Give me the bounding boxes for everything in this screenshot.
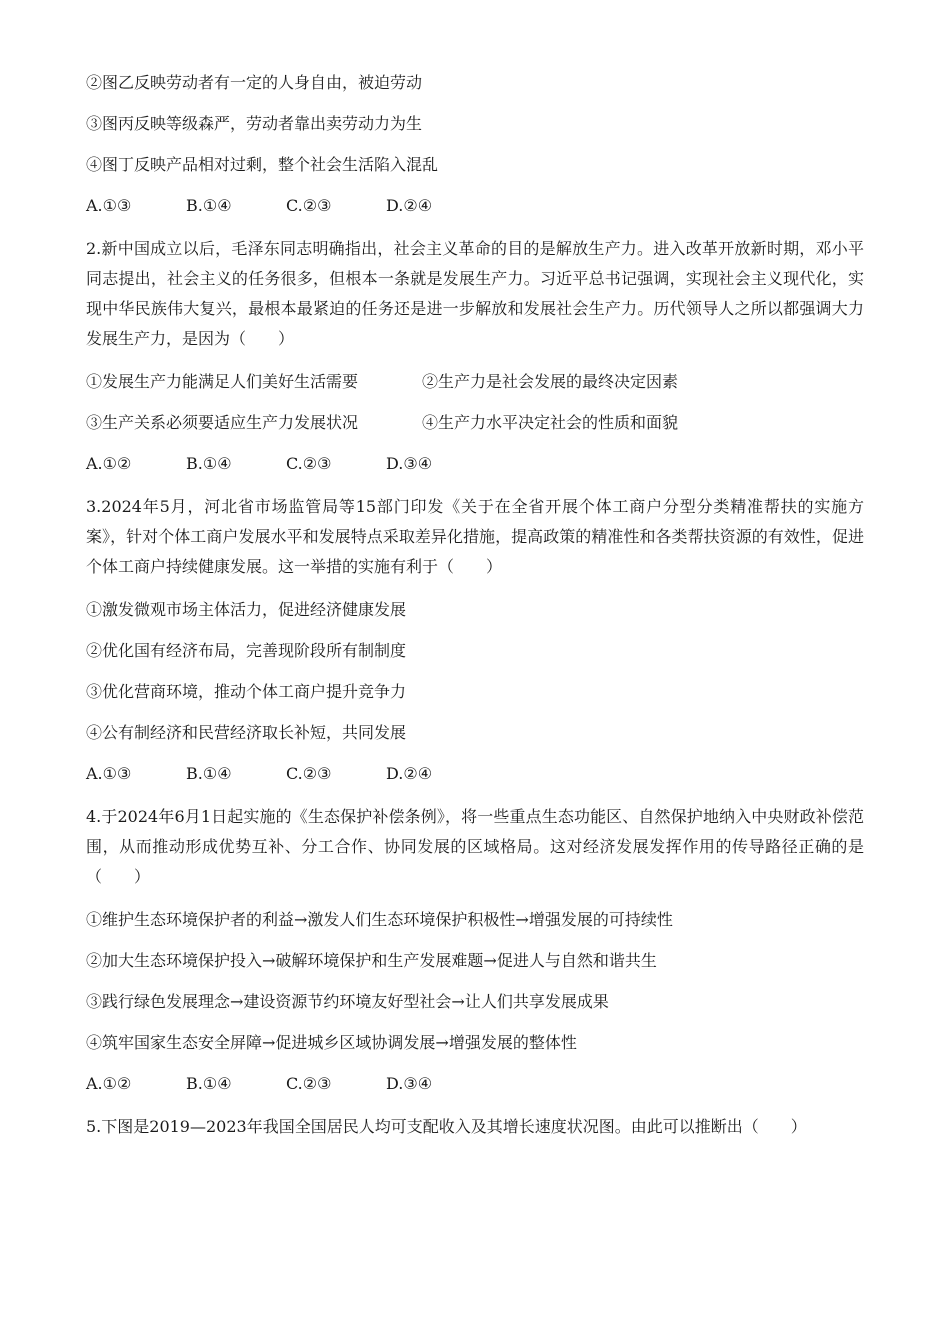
q3-option-b[interactable]: B.①④ [186,764,232,783]
q1-item-c: ③图丙反映等级森严，劳动者靠出卖劳动力为生 [86,114,423,133]
q2-item-2: ②生产力是社会发展的最终决定因素 [422,372,679,391]
q2-option-b[interactable]: B.①④ [186,454,232,473]
q1-item-b: ②图乙反映劳动者有一定的人身自由，被迫劳动 [86,73,423,92]
q4-option-d[interactable]: D.③④ [386,1074,433,1093]
q4-item-1: ①维护生态环境保护者的利益→激发人们生态环境保护积极性→增强发展的可持续性 [86,910,673,929]
q3-stem: 3.2024年5月，河北省市场监管局等15部门印发《关于在全省开展个体工商户分型分类精准帮扶的实施方案》，针对个体工商户发展水平和发展特点采取差异化措施，提高政策的精准性和各类帮扶资源的有效性，促进个体工商户持续健康发展。这一举措的实施有利于（ ） [86,497,864,576]
q4-option-b[interactable]: B.①④ [186,1074,232,1093]
exam-page [86,70,864,1157]
q4-item-2: ②加大生态环境保护投入→破解环境保护和生产发展难题→促进人与自然和谐共生 [86,951,657,970]
q4-options [86,1071,864,1097]
q2-option-a[interactable]: A.①② [86,454,132,473]
q4-item-4: ④筑牢国家生态安全屏障→促进城乡区域协调发展→增强发展的整体性 [86,1033,577,1052]
q2-items-row-2 [86,410,864,436]
q2-item-4: ④生产力水平决定社会的性质和面貌 [422,413,679,432]
q1-options [86,193,864,219]
q3-options [86,761,864,787]
q2-options [86,451,864,477]
q4-option-a[interactable]: A.①② [86,1074,132,1093]
q3-item-3: ③优化营商环境，推动个体工商户提升竞争力 [86,682,407,701]
q2-option-d[interactable]: D.③④ [386,454,433,473]
q3-item-2: ②优化国有经济布局，完善现阶段所有制制度 [86,641,407,660]
q3-option-d[interactable]: D.②④ [386,764,433,783]
q2-item-3: ③生产关系必须要适应生产力发展状况 [86,413,359,432]
q5-stem: 5.下图是2019—2023年我国全国居民人均可支配收入及其增长速度状况图。由此可以推断出（ ） [86,1117,807,1136]
q4-item-3: ③践行绿色发展理念→建设资源节约环境友好型社会→让人们共享发展成果 [86,992,609,1011]
q1-option-b[interactable]: B.①④ [186,196,232,215]
q4-option-c[interactable]: C.②③ [286,1074,332,1093]
q2-items-row-1 [86,369,864,395]
q1-item-d: ④图丁反映产品相对过剩，整个社会生活陷入混乱 [86,155,439,174]
q4-stem: 4.于2024年6月1日起实施的《生态保护补偿条例》，将一些重点生态功能区、自然保护地纳入中央财政补偿范围，从而推动形成优势互补、分工合作、协同发展的区域格局。这对经济发展发挥作用的传导路径正确的是（ ） [86,807,864,886]
q2-item-1: ①发展生产力能满足人们美好生活需要 [86,372,359,391]
q2-stem: 2.新中国成立以后，毛泽东同志明确指出，社会主义革命的目的是解放生产力。进入改革开放新时期，邓小平同志提出，社会主义的任务很多，但根本一条就是发展生产力。习近平总书记强调，实现社会主义现代化，实现中华民族伟大复兴，最根本最紧迫的任务还是进一步解放和发展社会生产力。历代领导人之所以都强调大力发展生产力，是因为（ ） [86,239,864,348]
q1-option-d[interactable]: D.②④ [386,196,433,215]
q1-items [86,70,864,178]
q1-option-c[interactable]: C.②③ [286,196,332,215]
q3-option-c[interactable]: C.②③ [286,764,332,783]
q1-option-a[interactable]: A.①③ [86,196,132,215]
q2-option-c[interactable]: C.②③ [286,454,332,473]
q3-item-1: ①激发微观市场主体活力，促进经济健康发展 [86,600,407,619]
q3-item-4: ④公有制经济和民营经济取长补短，共同发展 [86,723,407,742]
q3-option-a[interactable]: A.①③ [86,764,132,783]
